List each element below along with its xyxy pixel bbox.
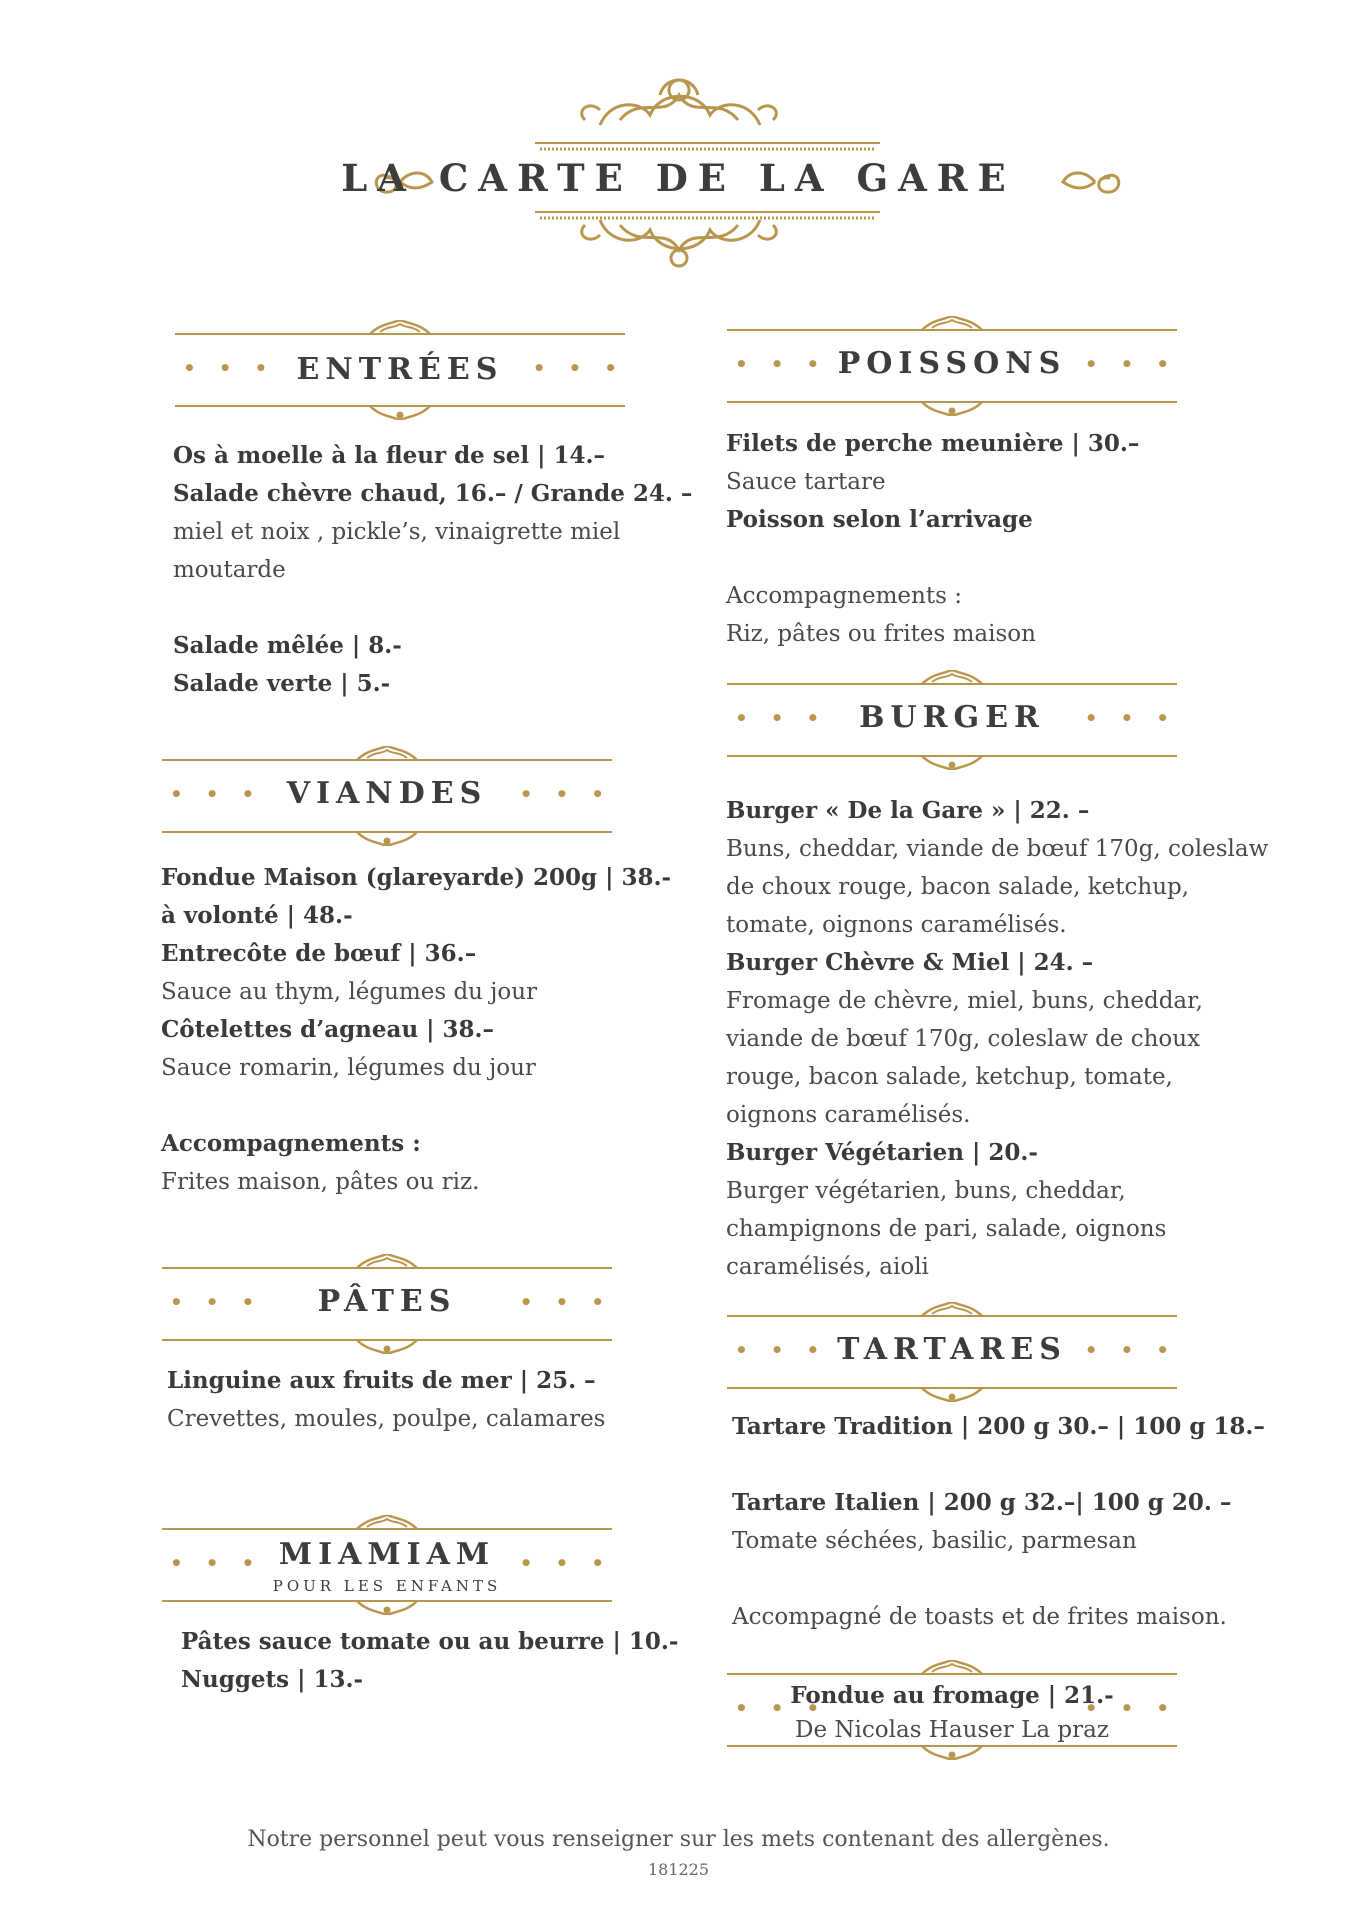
section-title-poissons: POISSONS xyxy=(837,346,1067,381)
dots-right: • • • xyxy=(519,782,612,806)
item-description: Frites maison, pâtes ou riz. xyxy=(161,1169,480,1195)
item-description: Tomate séchées, basilic, parmesan xyxy=(732,1528,1137,1554)
item-description: de choux rouge, bacon salade, ketchup, xyxy=(726,874,1190,900)
title-ornament xyxy=(0,0,1357,300)
menu-item: Linguine aux fruits de mer | 25. – xyxy=(167,1367,596,1394)
menu-item: Entrecôte de bœuf | 36.– xyxy=(161,940,477,967)
fondue-fromage-label: Fondue au fromage | 21.- xyxy=(790,1682,1114,1709)
dots-left: • • • xyxy=(735,1338,828,1362)
item-description: oignons caramélisés. xyxy=(726,1102,971,1128)
menu-item: Pâtes sauce tomate ou au beurre | 10.- xyxy=(181,1628,679,1655)
menu-item: Salade verte | 5.- xyxy=(173,670,391,697)
menu-item: Burger Chèvre & Miel | 24. – xyxy=(726,949,1094,976)
menu-item: Salade chèvre chaud, 16.– / Grande 24. – xyxy=(173,480,693,507)
entrees-list xyxy=(173,437,692,703)
menu-item: Os à moelle à la fleur de sel | 14.– xyxy=(173,442,606,469)
dots-right: • • • xyxy=(519,1290,612,1314)
item-description: Sauce au thym, légumes du jour xyxy=(161,979,538,1005)
menu-header xyxy=(0,0,1357,300)
pates-list xyxy=(167,1362,605,1438)
dots-left: • • • xyxy=(183,356,276,380)
item-description: viande de bœuf 170g, coleslaw de choux xyxy=(726,1026,1201,1052)
section-header-entrees xyxy=(175,320,625,420)
menu-item: Fondue Maison (glareyarde) 200g | 38.- xyxy=(161,864,672,891)
menu-item: à volonté | 48.- xyxy=(161,902,353,929)
section-header-poissons xyxy=(727,316,1177,416)
tartares-list xyxy=(732,1408,1265,1636)
menu-code: 181225 xyxy=(647,1860,710,1879)
item-description: Burger végétarien, buns, cheddar, xyxy=(726,1178,1126,1204)
item-description: moutarde xyxy=(173,557,286,583)
item-description: Sauce tartare xyxy=(726,469,886,495)
dots-right: • • • xyxy=(1084,1338,1177,1362)
miamiam-list xyxy=(181,1623,678,1699)
section-header-tartares xyxy=(727,1302,1177,1402)
section-title-pates: PÂTES xyxy=(317,1284,457,1319)
item-description: Accompagné de toasts et de frites maison. xyxy=(732,1604,1227,1630)
burger-list xyxy=(726,792,1268,1286)
menu-title: LA CARTE DE LA GARE xyxy=(341,156,1016,200)
item-description: Fromage de chèvre, miel, buns, cheddar, xyxy=(726,988,1203,1014)
item-description: Riz, pâtes ou frites maison xyxy=(726,621,1036,647)
dots-left: • • • xyxy=(170,1551,263,1575)
item-description: miel et noix , pickle’s, vinaigrette miel xyxy=(173,519,621,545)
menu-item: Salade mêlée | 8.- xyxy=(173,632,402,659)
dots-left: • • • xyxy=(735,352,828,376)
dots-right: • • • xyxy=(1084,352,1177,376)
menu-item: Côtelettes d’agneau | 38.– xyxy=(161,1016,495,1043)
section-header-miamiam xyxy=(162,1515,612,1615)
accompaniments-label: Accompagnements : xyxy=(726,583,962,609)
accompaniments-label: Accompagnements : xyxy=(161,1130,421,1157)
menu-item: Tartare Tradition | 200 g 30.– | 100 g 18.– xyxy=(732,1413,1265,1440)
viandes-list xyxy=(161,859,671,1201)
menu-item: Filets de perche meunière | 30.– xyxy=(726,430,1140,457)
item-description: Buns, cheddar, viande de bœuf 170g, coleslaw xyxy=(726,836,1269,862)
dots-left: • • • xyxy=(735,1696,828,1720)
section-title-viandes: VIANDES xyxy=(286,776,488,811)
menu-item: Tartare Italien | 200 g 32.–| 100 g 20. – xyxy=(732,1489,1232,1516)
item-description: Sauce romarin, légumes du jour xyxy=(161,1055,536,1081)
dots-left: • • • xyxy=(170,1290,263,1314)
section-header-pates xyxy=(162,1254,612,1354)
section-title-burger: BURGER xyxy=(859,700,1045,735)
section-header-burger xyxy=(727,670,1177,770)
menu-item: Nuggets | 13.- xyxy=(181,1666,364,1693)
section-subtitle-miamiam: POUR LES ENFANTS xyxy=(272,1577,502,1595)
dots-right: • • • xyxy=(519,1551,612,1575)
item-description: caramélisés, aioli xyxy=(726,1254,929,1280)
section-title-miamiam: MIAMIAM xyxy=(278,1537,496,1572)
fondue-fromage-subtitle: De Nicolas Hauser La praz xyxy=(795,1717,1109,1743)
section-header-fondue-fromage xyxy=(727,1660,1177,1760)
allergen-note: Notre personnel peut vous renseigner sur les mets contenant des allergènes. xyxy=(247,1827,1110,1852)
dots-right: • • • xyxy=(532,356,625,380)
menu-item: Burger « De la Gare » | 22. – xyxy=(726,797,1090,824)
section-title-entrees: ENTRÉES xyxy=(296,352,504,387)
dots-right: • • • xyxy=(1084,706,1177,730)
menu-item: Poisson selon l’arrivage xyxy=(726,506,1033,533)
menu-item: Burger Végétarien | 20.- xyxy=(726,1139,1038,1166)
item-description: champignons de pari, salade, oignons xyxy=(726,1216,1167,1242)
item-description: rouge, bacon salade, ketchup, tomate, xyxy=(726,1064,1173,1090)
section-title-tartares: TARTARES xyxy=(837,1332,1067,1367)
dots-left: • • • xyxy=(170,782,263,806)
dots-left: • • • xyxy=(735,706,828,730)
section-header-viandes xyxy=(162,746,612,846)
item-description: Crevettes, moules, poulpe, calamares xyxy=(167,1406,606,1432)
dots-right: • • • xyxy=(1084,1696,1177,1720)
poissons-list xyxy=(726,425,1139,653)
item-description: tomate, oignons caramélisés. xyxy=(726,912,1067,938)
